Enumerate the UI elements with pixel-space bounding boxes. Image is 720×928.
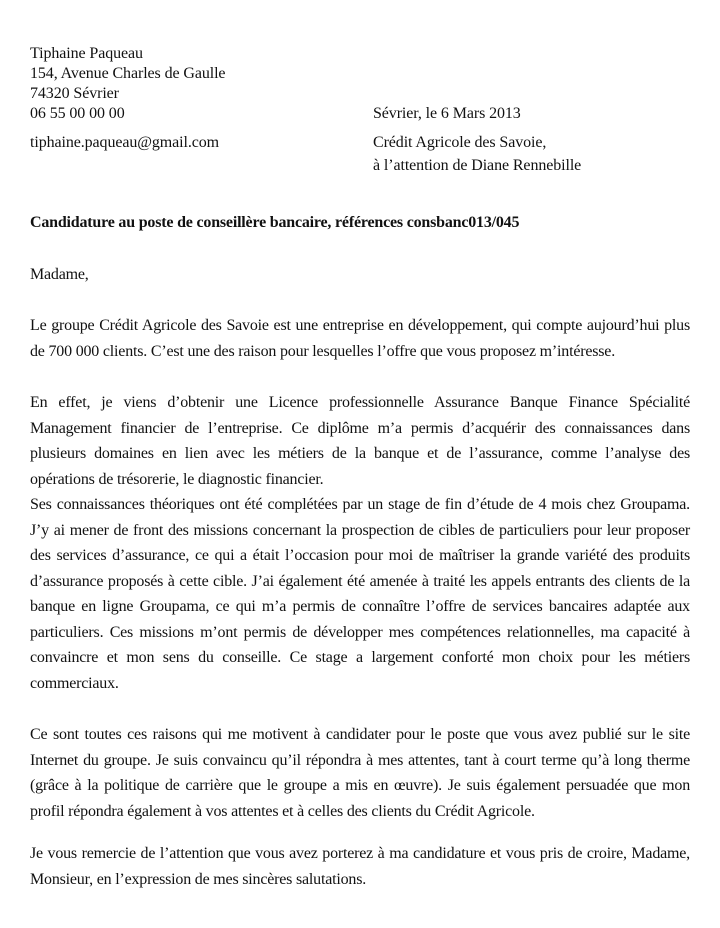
paragraph-motivation: Ce sont toutes ces raisons qui me motivent à candidater pour le poste que vous avez publié sur le site Internet du groupe. Je suis convaincu qu’il répondra à mes attentes, tant à court terme qu’à long therme (grâce à la politique de carrière que le groupe a mis en œuvre). Je suis également persuadée que mon profil répondra également à vos attentes et à celles des clients du Crédit Agricole. [30, 726, 690, 820]
paragraph-intro: Le groupe Crédit Agricole des Savoie est une entreprise en développement, qui compte aujourd’hui plus de 700 000 clients. C’est une des raison pour lesquelles l’offre que vous proposez m’intéresse. [30, 317, 690, 360]
letter-header [30, 44, 690, 176]
recipient-company: Crédit Agricole des Savoie, [373, 134, 547, 151]
sender-name: Tiphaine Paqueau [30, 45, 143, 62]
paragraph-internship: Ses connaissances théoriques ont été complétées par un stage de fin d’étude de 4 mois chez Groupama. J’y ai mener de front des missions concernant la prospection de cibles de particuliers pour leur proposer des services d’assurance, ce qui a était l’occasion pour moi de maîtriser la grande variété des produits d’assurance proposés à cette cible. J’ai également été amenée à traité les appels entrants des clients de la banque en ligne Groupama, ce qui m’a permis de connaître l’offre de services bancaires adaptée aux particuliers. Ces missions m’ont permis de développer mes compétences relationnelles, ma capacité à convaincre et mon sens du conseille. Ce stage a largement conforté mon choix pour les métiers commerciaux. [30, 496, 690, 692]
paragraph-diploma: En effet, je viens d’obtenir une Licence professionnelle Assurance Banque Finance Spécialité Management financier de l’entreprise. Ce diplôme m’a permis d’acquérir des connaissances dans plusieurs domaines en lien avec les métiers de la banque et de l’assurance, comme l’analyse des opérations de trésorerie, le diagnostic financier. [30, 394, 690, 488]
sender-street: 154, Avenue Charles de Gaulle [30, 65, 226, 82]
recipient-attention: à l’attention de Diane Rennebille [373, 157, 582, 174]
letter-body [30, 210, 690, 892]
attention-row [30, 156, 690, 176]
paragraph-closing: Je vous remercie de l’attention que vous avez porterez à ma candidature et vous pris de croire, Madame, Monsieur, en l’expression de mes sincères salutations. [30, 845, 690, 888]
salutation: Madame, [30, 265, 89, 283]
sender-phone: 06 55 00 00 00 [30, 105, 125, 122]
subject-line: Candidature au poste de conseillère bancaire, références consbanc013/045 [30, 214, 520, 231]
email-company-row [30, 133, 690, 153]
paragraph-experience-group [30, 390, 690, 696]
attention-row-spacer [30, 156, 373, 176]
place-date-line: Sévrier, le 6 Mars 2013 [373, 105, 521, 122]
sender-city: 74320 Sévrier [30, 85, 119, 102]
phone-date-row [30, 104, 690, 124]
sender-email: tiphaine.paqueau@gmail.com [30, 134, 219, 151]
